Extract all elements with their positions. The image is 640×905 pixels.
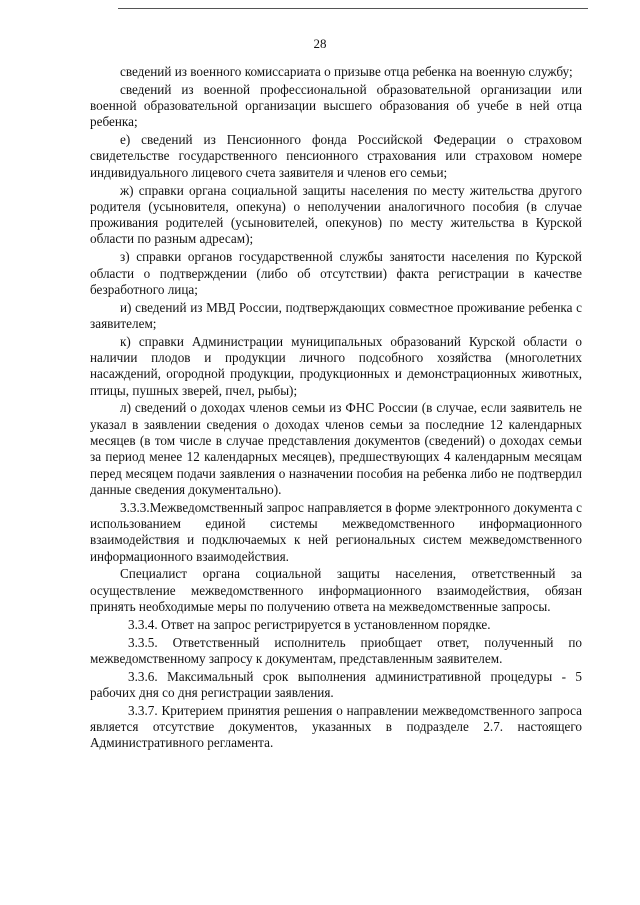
paragraph-item-k: к) справки Администрации муниципальных образований Курской области о наличии плодов и продукции личного подсобного хозяйства (многолетних насаждений, огородной продукции, продукционных и демонстрационных животных, птицы, пушных зверей, пчел, рыбы); [90,333,582,398]
paragraph-item-e: е) сведений из Пенсионного фонда Российской Федерации о страховом свидетельстве государственного пенсионного страхования или страховом номере индивидуального лицевого счета заявителя и членов его семьи; [90,132,582,180]
paragraph-3-3-5: 3.3.5. Ответственный исполнитель приобщает ответ, полученный по межведомственному запросу к документам, представленным заявителем. [90,634,582,666]
paragraph-3-3-7: 3.3.7. Критерием принятия решения о направлении межведомственного запроса является отсутствие документов, указанных в подразделе 2.7. настоящего Административного регламента. [90,702,582,751]
paragraph-3-3-6: 3.3.6. Максимальный срок выполнения административной процедуры - 5 рабочих дня со дня регистрации заявления. [90,668,582,700]
paragraph-3-3-4: 3.3.4. Ответ на запрос регистрируется в установленном порядке. [128,616,491,632]
paragraph-military-education: сведений из военной профессиональной образовательной организации или военной образовательной организации высшего образования об учебе в ней отца ребенка; [90,81,582,130]
document-body [90,64,582,753]
paragraph-specialist: Специалист органа социальной защиты населения, ответственный за осуществление межведомственного информационного взаимодействия, обязан принять необходимые меры по получению ответа на межведомственные запросы. [90,566,582,614]
paragraph-item-l: л) сведений о доходах членов семьи из ФНС России (в случае, если заявитель не указал в заявлении сведения о доходах членов семьи за последние 12 календарных месяцев (в том числе в случае представления документов (сведений) о доходах семьи за период менее 12 календарных месяцев), предшествующих 4 календарным месяцам перед месяцем подачи заявления о назначении пособия на ребенка либо не подтвердил данные сведения документально). [90,400,582,497]
paragraph-3-3-3: 3.3.3.Межведомственный запрос направляется в форме электронного документа с использованием единой системы межведомственного информационного взаимодействия и подключаемых к ней региональных систем межведомственного информационного взаимодействия. [90,499,582,564]
page-number: 28 [313,36,327,51]
paragraph-military-commissariat: сведений из военного комиссариата о призыве отца ребенка на военную службу; [120,64,573,79]
paragraph-item-i: и) сведений из МВД России, подтверждающих совместное проживание ребенка с заявителем; [90,299,582,331]
top-border-line [118,8,588,9]
paragraph-item-z: з) справки органов государственной службы занятости населения по Курской области о подтверждении (либо об отсутствии) факта регистрации в качестве безработного лица; [90,249,582,297]
paragraph-item-zh: ж) справки органа социальной защиты населения по месту жительства другого родителя (усыновителя, опекуна) о неполучении аналогичного пособия (в случае проживания родителей (усыновителей, опекунов) по месту жительства в Курской области по разным адресам); [90,182,582,247]
